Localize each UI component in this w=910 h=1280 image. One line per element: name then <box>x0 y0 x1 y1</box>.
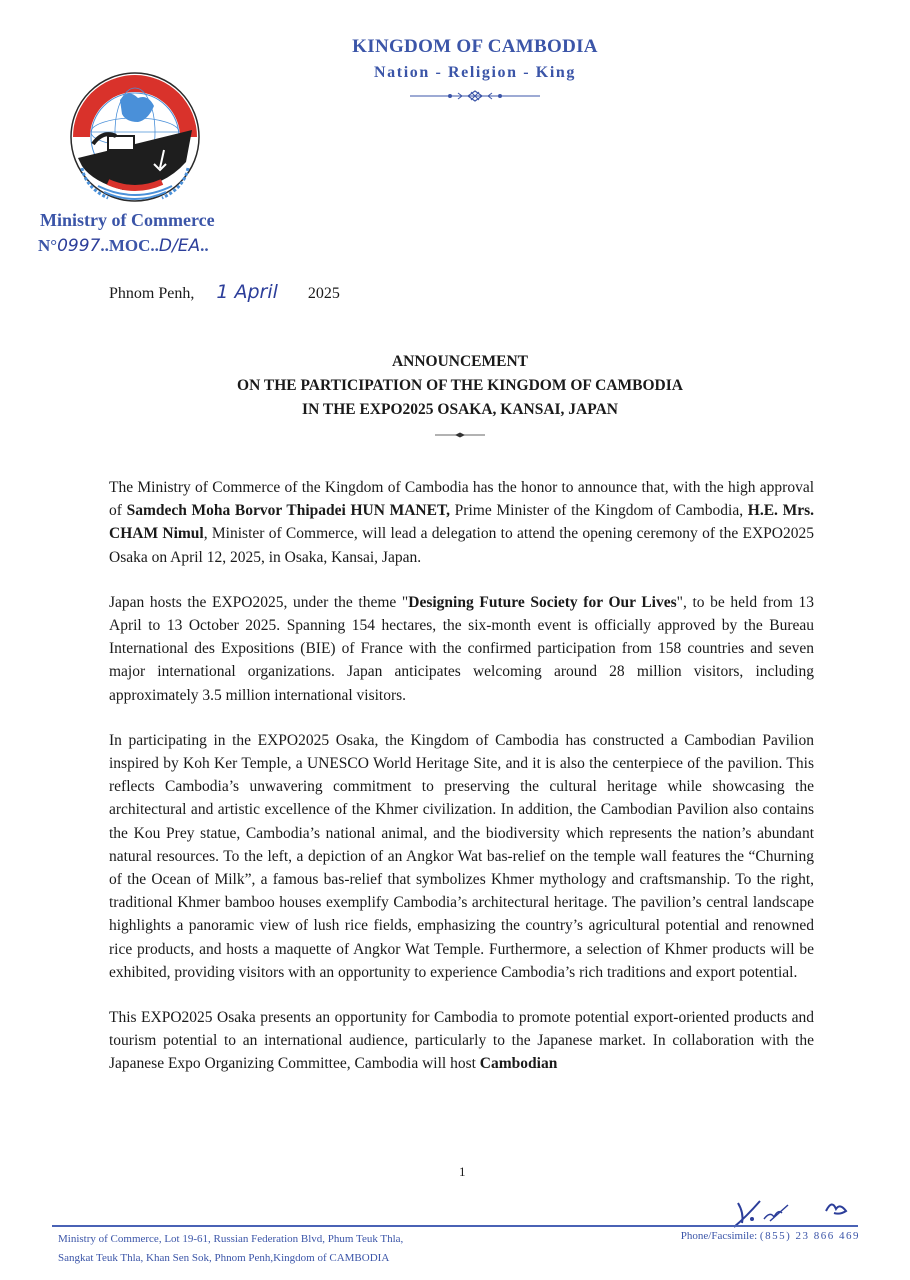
title-ornament-icon <box>435 432 485 438</box>
page-number: 1 <box>459 1164 466 1179</box>
year: 2025 <box>307 285 340 302</box>
dateline <box>109 281 340 303</box>
footer-phone: Phone/Facsimile: (855) 23 866 469 <box>680 1230 860 1242</box>
prime-minister-name: Samdech Moha Borvor Thipadei HUN MANET, <box>126 502 451 520</box>
expo-theme: Designing Future Society for Our Lives <box>408 593 677 611</box>
footer-divider <box>52 1225 858 1227</box>
announcement-title <box>150 350 770 446</box>
handwritten-date: 1 April <box>216 281 278 303</box>
announcement-body <box>109 476 814 1098</box>
ministry-name: Ministry of Commerce <box>40 210 215 230</box>
ornament-divider-icon <box>410 90 540 102</box>
reference-number <box>38 236 209 256</box>
national-motto: Nation - Religion - King <box>374 64 576 81</box>
paragraph-1: The Ministry of Commerce of the Kingdom of Cambodia has the honor to announce that, with the high approval of Samdech Moha Borvor Thipadei HUN MANET, Prime Minister of the Kingdom of Cambodia, H.E. Mrs. CHAM Nimul, Minister of Commerce, will lead a delegation to attend the opening ceremony of the EXPO2025 Osaka on April 12, 2025, in Osaka, Kansai, Japan. <box>109 479 814 566</box>
footer-address: Ministry of Commerce, Lot 19-61, Russian Federation Blvd, Phum Teuk Thla, Sangkat Teuk Thla, Khan Sen Sok, Phnom Penh,Kingdom of CAMBODIA <box>58 1233 404 1264</box>
ref-mid: ..MOC.. <box>100 236 159 255</box>
ref-dept-handwritten: D/EA <box>158 236 201 256</box>
title-line-2: ON THE PARTICIPATION OF THE KINGDOM OF CAMBODIA <box>237 377 683 394</box>
minister-name: H.E. Mrs. CHAM Nimul <box>109 502 814 543</box>
paragraph-2: Japan hosts the EXPO2025, under the theme "Designing Future Society for Our Lives", to be held from 13 April to 13 October 2025. Spanning 154 hectares, the six-month event is officially approved by the Bureau International des Expositions (BIE) of France with the confirmed participation from 158 countries and seven major international organizations. Japan anticipates welcoming around 28 million visitors, including approximately 3.5 million international visitors. <box>109 593 814 704</box>
title-line-1: ANNOUNCEMENT <box>391 353 529 370</box>
phone-number: (855) 23 866 469 <box>759 1230 860 1242</box>
paragraph-3: In participating in the EXPO2025 Osaka, the Kingdom of Cambodia has constructed a Cambodian Pavilion inspired by Koh Ker Temple, a UNESCO World Heritage Site, and it is also the centerpiece of the pavilion. This reflects Cambodia’s unwavering commitment to preserving the cultural heritage while showcasing the architectural and artistic excellence of the Khmer civilization. In addition, the Cambodian Pavilion also contains the Kou Prey statue, Cambodia’s national animal, and the biodiversity which represents the nation’s abundant natural resources. To the left, a depiction of an Angkor Wat bas-relief on the temple wall features the “Churning of the Ocean of Milk”, a famous bas-relief that symbolizes Khmer mythology and craftsmanship. To the right, traditional Khmer bamboo houses exemplify Cambodia’s architectural heritage. The pavilion’s central landscape highlights a panoramic view of lush rice fields, emphasizing the country’s agricultural potential and renowned rice products, and hosts a maquette of Angkor Wat Temple. Furthermore, a selection of Khmer products will be exhibited, providing visitors with an opportunity to experience Cambodia’s rich traditions and export potential. <box>109 731 814 981</box>
ministry-seal-icon <box>68 70 202 204</box>
title-line-3: IN THE EXPO2025 OSAKA, KANSAI, JAPAN <box>302 401 618 418</box>
paragraph-4: This EXPO2025 Osaka presents an opportunity for Cambodia to promote potential export-oriented products and tourism potential to an international audience, particularly to the Japanese market. In collaboration with the Japanese Expo Organizing Committee, Cambodia will host Cambodian <box>109 1009 814 1073</box>
city: Phnom Penh, <box>109 285 195 302</box>
ref-prefix: N° <box>38 236 58 255</box>
ref-suffix: .. <box>200 236 209 255</box>
ref-number-handwritten: 0997 <box>57 236 101 256</box>
letterhead-header <box>240 36 710 107</box>
kingdom-title: KINGDOM OF CAMBODIA <box>352 36 598 57</box>
